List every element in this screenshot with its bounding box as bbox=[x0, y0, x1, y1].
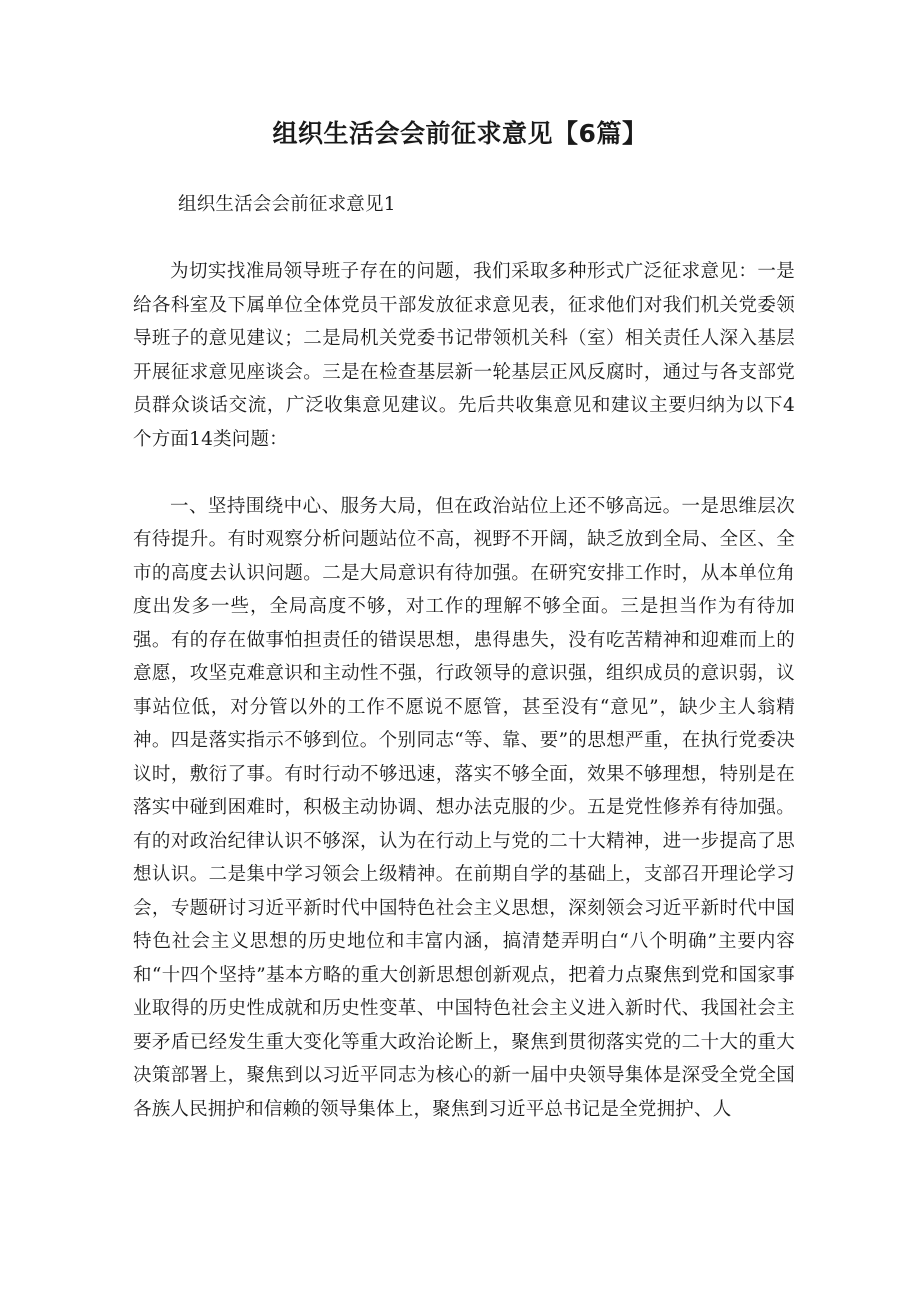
paragraph-spacer bbox=[133, 222, 795, 256]
document-title: 组织生活会会前征求意见【6篇】 bbox=[272, 119, 648, 148]
intro-paragraph: 为切实找准局领导班子存在的问题，我们采取多种形式广泛征求意见：一是给各科室及下属单位全体党员干部发放征求意见表，征求他们对我们机关党委领导班子的意见建议；二是局机关党委书记带领机关科（室）相关责任人深入基层开展征求意见座谈会。三是在检查基层新一轮基层正风反腐时，通过与各支部党员群众谈话交流，广泛收集意见建议。先后共收集意见和建议主要归纳为以下4个方面14类问题： bbox=[133, 261, 795, 450]
body-paragraph: 一、坚持围绕中心、服务大局，但在政治站位上还不够高远。一是思维层次有待提升。有时观察分析问题站位不高，视野不开阔，缺乏放到全局、全区、全市的高度去认识问题。二是大局意识有待加强。在研究安排工作时，从本单位角度出发多一些，全局高度不够，对工作的理解不够全面。三是担当作为有待加强。有的存在做事怕担责任的错误思想，患得患失，没有吃苦精神和迎难而上的意愿，攻坚克难意识和主动性不强，行政领导的意识强，组织成员的意识弱，议事站位低，对分管以外的工作不愿说不愿管，甚至没有“意见”，缺少主人翁精神。四是落实指示不够到位。个别同志“等、靠、要”的思想严重，在执行党委决议时，敷衍了事。有时行动不够迅速，落实不够全面，效果不够理想，特别是在落实中碰到困难时，积极主动协调、想办法克服的少。五是党性修养有待加强。有的对政治纪律认识不够深，认为在行动上与党的二十大精神，进一步提高了思想认识。二是集中学习领会上级精神。在前期自学的基础上，支部召开理论学习会，专题研讨习近平新时代中国特色社会主义思想，深刻领会习近平新时代中国特色社会主义思想的历史地位和丰富内涵，搞清楚弄明白“八个明确”主要内容和“十四个坚持”基本方略的重大创新思想创新观点，把着力点聚焦到党和国家事业取得的历史性成就和历史性变革、中国特色社会主义进入新时代、我国社会主要矛盾已经发生重大变化等重大政治论断上，聚焦到贯彻落实党的二十大的重大决策部署上，聚焦到以习近平同志为核心的新一届中央领导集体是深受全党全国各族人民拥护和信赖的领导集体上，聚焦到习近平总书记是全党拥护、人 bbox=[133, 495, 795, 1120]
section-heading: 组织生活会会前征求意见1 bbox=[178, 194, 396, 215]
paragraph-spacer bbox=[133, 456, 795, 490]
document-body bbox=[133, 188, 795, 1126]
